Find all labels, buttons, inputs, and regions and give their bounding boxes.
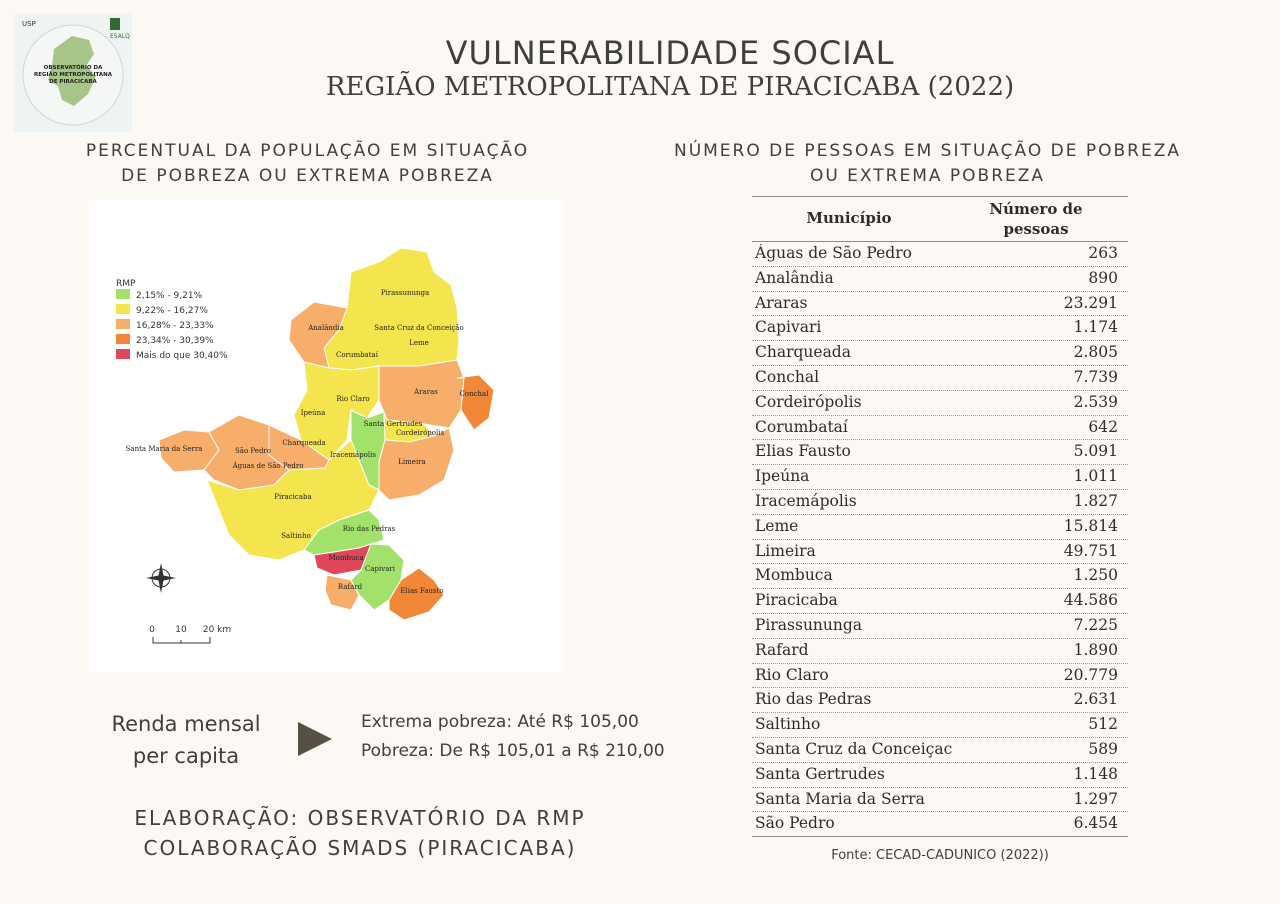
municipio-cell: Santa Maria da Serra [755, 789, 925, 808]
table-row [752, 713, 1128, 738]
label-santa-maria: Santa Maria da Serra [125, 445, 203, 453]
col-municipio-header: Município [806, 209, 892, 227]
pobreza-definition: Pobreza: De R$ 105,01 a R$ 210,00 [361, 741, 665, 761]
legend-item-2: 9,22% - 16,27% [136, 306, 208, 316]
valor-cell: 7.225 [1073, 615, 1118, 634]
valor-cell: 1.148 [1073, 764, 1118, 783]
map-heading-line1: PERCENTUAL DA POPULAÇÃO EM SITUAÇÃO [85, 141, 530, 161]
page-subtitle: REGIÃO METROPOLITANA DE PIRACICABA (2022) [325, 72, 1015, 102]
valor-cell: 1.011 [1073, 467, 1118, 486]
label-sao-pedro: São Pedro [235, 447, 271, 455]
table-row [752, 440, 1128, 465]
valor-cell: 512 [1088, 715, 1118, 734]
svg-text:OBSERVATÓRIO DA: OBSERVATÓRIO DA [43, 65, 103, 71]
valor-cell: 2.631 [1073, 690, 1118, 709]
renda-label [92, 708, 280, 772]
label-iracemapolis: Iracemápolis [330, 451, 376, 459]
scale-tick-10: 10 [175, 625, 187, 635]
extrema-pobreza-definition: Extrema pobreza: Até R$ 105,00 [361, 712, 639, 732]
credit-elaboracao: ELABORAÇÃO: OBSERVATÓRIO DA RMP [134, 806, 586, 830]
label-rafard: Rafard [337, 583, 363, 591]
compass-icon [146, 563, 176, 593]
municipio-cell: Limeira [755, 541, 816, 560]
municipio-cell: Charqueada [755, 343, 851, 362]
table-row [752, 341, 1128, 366]
municipio-cell: Leme [755, 516, 799, 535]
svg-text:DE PIRACICABA: DE PIRACICABA [49, 79, 97, 85]
label-piracicaba: Piracicaba [274, 493, 312, 501]
table-heading-line1: NÚMERO DE PESSOAS EM SITUAÇÃO DE POBREZA [673, 141, 1181, 161]
play-arrow-icon [298, 722, 332, 756]
credit-colaboracao: COLABORAÇÃO SMADS (PIRACICABA) [143, 836, 577, 860]
municipio-cell: Piracicaba [755, 591, 838, 610]
municipio-cell: Ipeúna [755, 467, 810, 486]
col-numero-header-line2: pessoas [1003, 220, 1069, 238]
municipio-cell: Santa Gertrudes [755, 764, 885, 783]
observatorio-logo [14, 14, 132, 132]
municipio-cell: Iracemápolis [755, 491, 857, 510]
table-row [752, 490, 1128, 515]
esalq-logo-text: ESALQ [110, 33, 130, 40]
scale-tick-0: 0 [149, 625, 155, 635]
municipio-cell: Pirassununga [755, 615, 863, 634]
label-capivari: Capivari [365, 565, 395, 573]
municipio-cell: Analândia [755, 268, 834, 287]
municipio-cell: Cordeirópolis [755, 392, 862, 411]
table-row [752, 242, 1128, 267]
legend-title: RMP [116, 279, 136, 289]
valor-cell: 589 [1088, 739, 1118, 758]
municipio-cell: Araras [755, 293, 808, 312]
municipio-cell: Mombuca [755, 566, 833, 585]
table-row [752, 664, 1128, 689]
valor-cell: 1.297 [1073, 789, 1118, 808]
table-row [752, 639, 1128, 664]
label-analandia: Analândia [308, 324, 344, 332]
table-row [752, 465, 1128, 490]
table-row [752, 416, 1128, 441]
col-numero-header [946, 199, 1126, 239]
scale-tick-20: 20 km [202, 625, 232, 635]
label-santa-cruz: Santa Cruz da Conceição [374, 324, 464, 332]
label-corumbatai: Corumbataí [336, 351, 378, 359]
municipio-cell: Rafard [755, 640, 809, 659]
label-rio-das-pedras: Rio das Pedras [342, 525, 396, 533]
svg-text:REGIÃO METROPOLITANA: REGIÃO METROPOLITANA [34, 72, 112, 78]
poverty-table [752, 196, 1128, 837]
valor-cell: 23.291 [1063, 293, 1118, 312]
table-row [752, 564, 1128, 589]
valor-cell: 2.539 [1073, 392, 1118, 411]
map-heading [50, 139, 565, 189]
col-numero-header-line1: Número de [989, 200, 1083, 218]
municipio-cell: Águas de São Pedro [755, 244, 912, 262]
label-leme: Leme [409, 339, 429, 347]
valor-cell: 1.827 [1073, 491, 1118, 510]
table-row [752, 688, 1128, 713]
label-mombuca: Mombuca [328, 554, 364, 562]
legend-item-5: Mais do que 30,40% [136, 351, 228, 361]
municipio-cell: São Pedro [755, 814, 835, 833]
table-row [752, 391, 1128, 416]
map-legend [116, 289, 228, 361]
usp-logo-text: USP [22, 20, 36, 28]
label-conchal: Conchal [459, 390, 489, 398]
municipio-cell: Saltinho [755, 715, 821, 734]
table-row [752, 614, 1128, 639]
table-row [752, 540, 1128, 565]
valor-cell: 6.454 [1073, 814, 1118, 833]
valor-cell: 44.586 [1063, 591, 1118, 610]
municipio-cell: Rio Claro [755, 665, 829, 684]
label-ipeuna: Ipeúna [300, 409, 326, 417]
legend-item-3: 16,28% - 23,33% [136, 321, 214, 331]
valor-cell: 263 [1088, 244, 1118, 262]
label-santa-gertrudes: Santa Gertrudes [363, 420, 423, 428]
valor-cell: 1.174 [1073, 318, 1118, 337]
table-heading [640, 139, 1215, 189]
table-row [752, 316, 1128, 341]
poverty-map [89, 200, 563, 672]
valor-cell: 49.751 [1063, 541, 1118, 560]
table-body [752, 242, 1128, 837]
legend-item-1: 2,15% - 9,21% [136, 291, 203, 301]
label-limeira: Limeira [398, 458, 426, 466]
valor-cell: 642 [1088, 417, 1118, 436]
valor-cell: 5.091 [1073, 442, 1118, 461]
table-source: Fonte: CECAD-CADUNICO (2022)) [831, 848, 1049, 863]
label-charqueada: Charqueada [282, 439, 326, 447]
table-row [752, 788, 1128, 813]
valor-cell: 20.779 [1063, 665, 1118, 684]
municipio-cell: Capivari [755, 318, 822, 337]
valor-cell: 890 [1088, 268, 1118, 287]
label-elias-fausto: Elias Fausto [400, 587, 444, 595]
municipio-cell: Rio das Pedras [755, 690, 872, 709]
municipio-cell: Elias Fausto [755, 442, 851, 461]
legend-item-4: 23,34% - 30,39% [136, 336, 214, 346]
renda-label-line2: per capita [132, 744, 240, 768]
valor-cell: 1.250 [1073, 566, 1118, 585]
table-header [752, 196, 1128, 242]
valor-cell: 2.805 [1073, 343, 1118, 362]
table-row [752, 267, 1128, 292]
valor-cell: 7.739 [1073, 367, 1118, 386]
table-row [752, 366, 1128, 391]
label-rio-claro: Rio Claro [336, 395, 370, 403]
label-araras: Araras [414, 388, 438, 396]
table-row [752, 738, 1128, 763]
table-row [752, 292, 1128, 317]
renda-label-line1: Renda mensal [111, 712, 261, 736]
table-row [752, 763, 1128, 788]
valor-cell: 15.814 [1063, 516, 1118, 535]
table-row [752, 589, 1128, 614]
label-pirassununga: Pirassununga [380, 289, 430, 297]
municipio-cell: Conchal [755, 367, 820, 386]
label-saltinho: Saltinho [281, 532, 311, 540]
table-heading-line2: OU EXTREMA POBREZA [809, 166, 1046, 186]
label-cordeiropolis: Cordeirópolis [395, 429, 445, 437]
label-aguas-de-sao-pedro: Águas de São Pedro [232, 462, 304, 470]
page-title: VULNERABILIDADE SOCIAL [445, 34, 895, 72]
scale-bar [149, 625, 231, 643]
map-heading-line2: DE POBREZA OU EXTREMA POBREZA [121, 166, 494, 186]
table-row [752, 812, 1128, 837]
valor-cell: 1.890 [1073, 640, 1118, 659]
municipio-cell: Santa Cruz da Conceiçac [755, 739, 953, 758]
municipio-cell: Corumbataí [755, 417, 848, 436]
table-row [752, 515, 1128, 540]
